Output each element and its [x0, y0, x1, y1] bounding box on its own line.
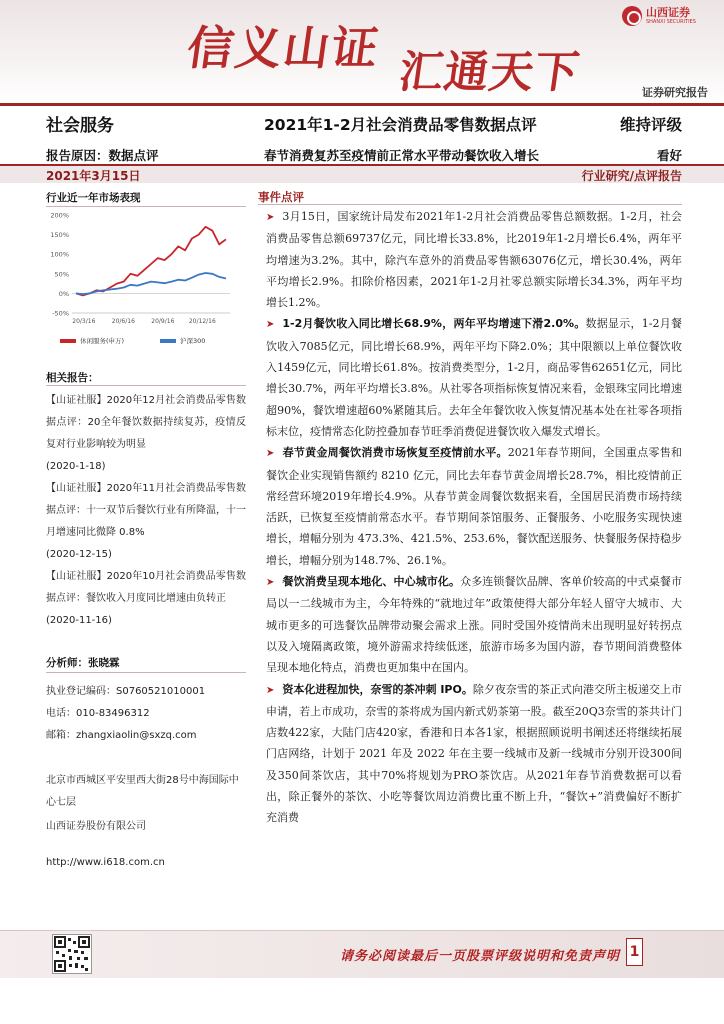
events-section-title: 事件点评: [258, 190, 304, 204]
related-report-item[interactable]: [46, 390, 246, 478]
date-bar: [0, 164, 724, 183]
y-tick-label: 150%: [50, 231, 69, 240]
related-reports-list: [46, 390, 246, 632]
disclaimer-text: 请务必阅读最后一页股票评级说明和免责声明: [340, 949, 621, 964]
header-banner: [0, 0, 724, 103]
paragraph-highlight: 春节黄金周餐饮消费市场恢复至疫情前水平。: [282, 446, 508, 460]
report-reason: 报告原因：数据点评: [46, 148, 159, 163]
related-report-date: (2020-11-16): [46, 615, 112, 626]
related-reports-title: 相关报告：: [46, 372, 99, 384]
analyst-divider: [46, 672, 246, 673]
phone-number: 电话：010-83496312: [46, 708, 150, 719]
paragraph-text: 2021年春节期间，全国重点零售和餐饮企业实现销售额约 8210 亿元，同比去年春节黄金周增长28.7%，相比疫情前正常经营环境2019年增长4.9%。从春节黄金周餐饮数据来看，全国居民消费市场持续活跃，已恢复至疫情前常态水平。春节期间茶馆服务、正餐服务、小吃服务实现快速增长，增幅分别为 473.3%、421.5%、253.6%，餐饮配送服务、快餐服务保持稳步增长，增幅分别为148.7%、26.1%。: [266, 446, 683, 567]
commentary-paragraph: [266, 206, 682, 313]
analyst-name: 分析师：张晓霖: [46, 657, 120, 669]
email-address[interactable]: 邮箱：zhangxiaolin@sxzq.com: [46, 730, 197, 741]
commentary-paragraph: [266, 571, 682, 678]
industry-name: 社会服务: [46, 116, 114, 136]
legend-swatch: [160, 339, 176, 343]
logo-name-en: SHANXI SECURITIES: [646, 18, 696, 25]
outlook: 看好: [656, 148, 682, 163]
qr-code-icon: [52, 934, 92, 974]
rating: 维持评级: [619, 116, 682, 134]
company-name: 山西证券股份有限公司: [46, 821, 146, 832]
commentary-paragraph: [266, 442, 682, 571]
x-tick-label: 20/9/16: [151, 318, 175, 325]
paragraph-text: 数据显示，1-2月餐饮收入7085亿元，同比增长68.9%，两年平均下降2.0%；其中限额以上单位餐饮收入1459亿元，同比增长61.8%。按消费类型分，1-2月，商品零售62651亿元，同比增长30.7%，两年平均增长3.8%。从社零各项指标恢复情况来看，金银珠宝同比增速超90%，餐饮增速超60%紧随其后。去年全年餐饮收入恢复情况基本处在社零各项指标末位，疫情常态化防控叠加春节旺季消费促进餐饮收入爆发式增长。: [266, 317, 683, 438]
logo-name-cn: 山西证券: [646, 5, 690, 19]
slogan-part-1: 信义山证: [183, 21, 384, 75]
related-report-date: (2020-1-18): [46, 461, 106, 472]
page-number: 1: [626, 938, 643, 966]
x-tick-label: 20/3/16: [72, 318, 96, 325]
license-number: 执业登记编码：S0760521010001: [46, 686, 206, 697]
paragraph-highlight: 1-2月餐饮收入同比增长68.9%，两年平均增速下滑2.0%。: [282, 317, 586, 331]
analyst-contact: [46, 681, 246, 747]
paragraph-text: 众多连锁餐饮品牌、客单价较高的中式桌餐市局以一二线城市为主，今年特殊的“就地过年”政策使得大部分年轻人留守大城市、大城市更多的可选餐饮品牌带动聚会需求上涨。同时受国外疫情尚未出现明显好转拐点以及入境隔离政策，境外游需求持续低迷，旅游市场多为国内游，春节期间消费整体呈现本地化特点，消费也更加集中在国内。: [266, 575, 682, 675]
report-type: 证券研究报告: [642, 86, 708, 99]
related-divider: [46, 385, 246, 386]
related-report-text[interactable]: 【山证社服】2020年10月社会消费品零售数据点评：餐饮收入月度同比增速由负转正: [46, 571, 246, 604]
legend-swatch: [60, 339, 76, 343]
report-title: 2021年1-2月社会消费品零售数据点评: [264, 116, 537, 134]
company-address-block: [46, 770, 246, 874]
y-tick-label: 200%: [50, 211, 69, 220]
events-divider: [258, 204, 682, 205]
bullet-arrow-icon: ➤: [266, 684, 275, 696]
bullet-arrow-icon: ➤: [266, 448, 275, 460]
x-tick-label: 20/6/16: [111, 318, 135, 325]
company-logo: [622, 6, 696, 26]
related-report-item[interactable]: [46, 478, 246, 566]
legend-label: 休闲服务(申万): [80, 337, 125, 345]
y-tick-label: 0%: [58, 289, 69, 298]
bullet-arrow-icon: ➤: [266, 577, 275, 589]
related-report-text[interactable]: 【山证社服】2020年11月社会消费品零售数据点评：十一双节后餐饮行业有所降温，十一月增速同比微降 0.8%: [46, 483, 246, 538]
commentary-paragraph: [266, 313, 682, 442]
report-subtitle: 春节消费复苏至疫情前正常水平带动餐饮收入增长: [264, 148, 540, 163]
paragraph-highlight: 资本化进程加快，奈雪的茶冲刺 IPO。: [282, 682, 473, 696]
header-divider: [0, 103, 724, 106]
commentary-paragraph: [266, 679, 682, 829]
y-tick-label: -50%: [52, 309, 69, 318]
report-category: 行业研究/点评报告: [581, 169, 682, 183]
market-performance-chart: [46, 206, 246, 354]
chart-section-title: 行业近一年市场表现: [46, 192, 141, 204]
paragraph-text: 3月15日，国家统计局发布2021年1-2月社会消费品零售总额数据。1-2月，社会消费品零售总额69737亿元，同比增长33.8%，比2019年1-2月增长6.4%，两年平均增速为3.2%。其中，除汽车意外的消费品零售额63076亿元，增长30.4%，两年平均增长2.9%。扣除价格因素，2021年1-2月社零总额实际增长34.3%，两年平均增长1.2%。: [266, 210, 682, 310]
series-line-index: [76, 273, 226, 294]
logo-icon: [622, 6, 642, 26]
chart-svg: [46, 207, 246, 355]
paragraph-text: 除夕夜奈雪的茶正式向港交所主板递交上市申请，若上市成功，奈雪的茶将成为国内新式奶茶第一股。截至20Q3奈雪的茶共计门店数422家，大陆门店420家，香港和日本各1家，根据照顾说明书阐述还将继续拓展门店网络，计划于 2021 年及 2022 年在主要一线城市及新一线城市分别开设300间及350间茶饮店，其中70%将规划为PRO茶饮店。从2021年春节消费数据可以看出，除正餐外的茶饮、小吃等餐饮周边消费比重不断上升，“餐饮+”消费偏好不断扩充消费: [266, 682, 682, 825]
related-report-item[interactable]: [46, 566, 246, 632]
series-line-industry: [76, 227, 226, 296]
paragraph-highlight: 餐饮消费呈现本地化、中心城市化。: [282, 575, 461, 589]
report-date: 2021年3月15日: [46, 169, 141, 183]
bullet-arrow-icon: ➤: [266, 319, 275, 331]
company-website-link[interactable]: http://www.i618.com.cn: [46, 857, 165, 868]
office-address: 北京市西城区平安里西大街28号中海国际中心七层: [46, 775, 239, 808]
legend-label: 沪深300: [180, 337, 206, 345]
x-tick-label: 20/12/16: [188, 318, 216, 325]
event-commentary: [266, 206, 682, 829]
y-tick-label: 100%: [50, 250, 69, 259]
y-tick-label: 50%: [54, 270, 69, 279]
bullet-arrow-icon: ➤: [266, 212, 275, 223]
related-report-text[interactable]: 【山证社服】2020年12月社会消费品零售数据点评：20全年餐饮数据持续复苏，疫情反复对行业影响较为明显: [46, 395, 246, 450]
related-report-date: (2020-12-15): [46, 549, 112, 560]
slogan-part-2: 汇通天下: [395, 47, 583, 98]
